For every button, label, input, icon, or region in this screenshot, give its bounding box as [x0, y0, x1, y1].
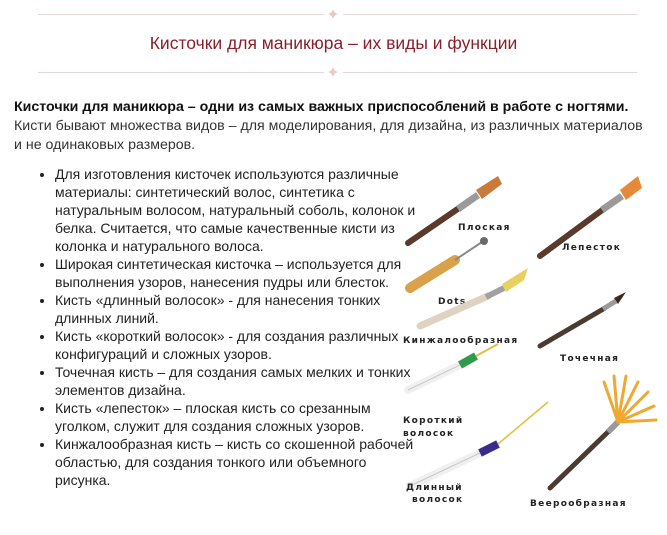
label-flat: Плоская [458, 223, 511, 233]
list-item: • Кисть «длинный волосок» - для нанесения тонких длинных линий. [55, 291, 420, 327]
list-item: • Кинжалообразная кисть – кисть со скошенной рабочей областью, для создания тонкого или объемного рисунка. [55, 435, 420, 489]
list-item: • Кисть «короткий волосок» - для создания различных конфигураций и сложных узоров. [55, 327, 420, 363]
dots-tool-image [410, 237, 488, 288]
list-item: • Для изготовления кисточек используются различные материалы: синтетический волос, синтетика с натуральным волосом, натуральный соболь, колонок и белка. Считается, что самые качественные кисти из колонка и натурального волоса. [55, 165, 420, 255]
long-hair-brush-image [410, 402, 548, 486]
flower-ornament-icon [328, 9, 338, 19]
label-petal: Лепесток [562, 243, 622, 253]
label-short-1: Короткий [403, 416, 464, 426]
top-divider-left [38, 14, 324, 15]
top-divider-right [343, 14, 637, 15]
intro-paragraph [14, 98, 654, 155]
list-item: • Точечная кисть – для создания самых мелких и тонких элементов дизайна. [55, 363, 420, 399]
page-title: Кисточки для маникюра – их виды и функции [149, 33, 518, 53]
point-brush-image [540, 292, 626, 346]
label-dagger: Кинжалообразная [403, 336, 519, 346]
fan-brush-image [550, 376, 656, 488]
label-long-2: волосок [412, 495, 464, 505]
label-fan: Веерообразная [530, 499, 627, 509]
label-dots: Dots [438, 297, 467, 307]
short-hair-brush-image [408, 344, 498, 390]
intro-rest: Кисти бывают множества видов – для моделирования, для дизайна, из различных материалов и не одинаковых размеров. [14, 118, 643, 153]
label-short-2: волосок [403, 429, 455, 439]
bottom-divider-left [38, 72, 324, 73]
intro-bold: Кисточки для маникюра – одни из самых важных приспособлений в работе с ногтями. [14, 99, 629, 115]
flower-ornament-icon [328, 67, 338, 77]
list-item: • Кисть «лепесток» – плоская кисть со срезанным уголком, служит для создания сложных узоров. [55, 399, 420, 435]
bottom-divider-right [343, 72, 637, 73]
label-long-1: Длинный [406, 483, 463, 493]
label-point: Точечная [560, 354, 620, 364]
brush-types-list [33, 165, 420, 489]
list-item: • Широкая синтетическая кисточка – используется для выполнения узоров, нанесения пудры или блесток. [55, 255, 420, 291]
brushes-illustration [400, 168, 660, 530]
